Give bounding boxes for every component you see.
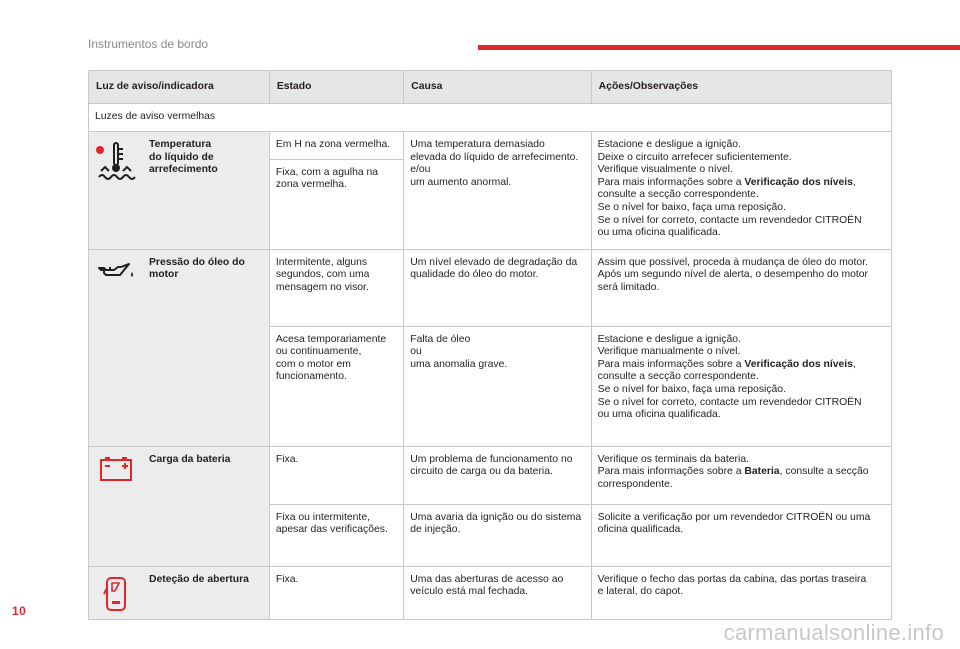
header-accent-bar — [478, 45, 960, 50]
door-open-icon — [103, 576, 129, 612]
header-light: Luz de aviso/indicadora — [89, 71, 270, 104]
header-cause: Causa — [404, 71, 591, 104]
page-number: 10 — [12, 604, 27, 618]
header-actions: Ações/Observações — [591, 71, 891, 104]
cause-cell: Uma avaria da ignição ou do sistema de injeção. — [404, 504, 591, 566]
actions-cell: Estacione e desligue a ignição. Deixe o circuito arrefecer suficientemente. Verifique visualmente o nível. Para mais informações sobre a Verificação dos níveis, consulte a secção correspondente. Se o nível for baixo, faça uma reposição. Se o nível for correto, contacte um revendedor CITROËN ou uma oficina qualificada. — [591, 132, 891, 250]
state-cell: Intermitente, alguns segundos, com uma mensagem no visor. — [269, 249, 403, 326]
section-title: Instrumentos de bordo — [88, 37, 209, 51]
light-name: Carga da bateria — [149, 453, 231, 465]
cause-cell: Uma temperatura demasiado elevada do líquido de arrefecimento. e/ou um aumento anormal. — [404, 132, 591, 250]
light-name: Temperatura — [149, 139, 212, 150]
actions-cell: Verifique o fecho das portas da cabina, das portas traseira e lateral, do capot. — [591, 566, 891, 619]
table-row: Pressão do óleo do motor Intermitente, alguns segundos, com uma mensagem no visor. Um nível elevado de degradação da qualidade do óleo do motor. Assim que possível, proceda à mudança de óleo do motor. Após um segundo nível de alerta, o desempenho do motor será limitado. — [89, 249, 892, 326]
table-row — [89, 446, 892, 504]
cause-cell: Uma das aberturas de acesso ao veículo está mal fechada. — [404, 566, 591, 619]
coolant-temperature-icon — [95, 141, 137, 183]
light-name: Deteção de abertura — [149, 573, 249, 585]
cause-cell: Falta de óleo ou uma anomalia grave. — [404, 326, 591, 446]
header-state: Estado — [269, 71, 403, 104]
state-cell: Fixa ou intermitente, apesar das verificações. — [269, 504, 403, 566]
actions-cell: Solicite a verificação por um revendedor CITROËN ou uma oficina qualificada. — [591, 504, 891, 566]
warning-lights-table — [88, 70, 892, 620]
actions-cell: Verifique os terminais da bateria. Para mais informações sobre a Bateria, consulte a secção correspondente. — [591, 446, 891, 504]
levels-check-reference: Verificação dos níveis — [744, 358, 853, 370]
state-cell: Fixa, com a agulha na zona vermelha. — [269, 159, 403, 249]
state-cell: Em H na zona vermelha. — [269, 132, 403, 160]
category-label: Luzes de aviso vermelhas — [89, 104, 892, 132]
levels-check-reference: Verificação dos níveis — [744, 176, 853, 188]
table-header-row — [89, 71, 892, 104]
light-name: Pressão do óleo do — [149, 256, 245, 268]
actions-cell: Assim que possível, proceda à mudança de óleo do motor. Após um segundo nível de alerta, o desempenho do motor será limitado. — [591, 249, 891, 326]
actions-cell: Estacione e desligue a ignição. Verifique manualmente o nível. Para mais informações sobre a Verificação dos níveis, consulte a secção correspondente. Se o nível for baixo, faça uma reposição. Se o nível for correto, contacte um revendedor CITROËN ou uma oficina qualificada. — [591, 326, 891, 446]
category-row — [89, 104, 892, 132]
cause-cell: Um problema de funcionamento no circuito de carga ou da bateria. — [404, 446, 591, 504]
table-row: Temperatura do líquido de arrefecimento Em H na zona vermelha. Uma temperatura demasiado elevada do líquido de arrefecimento. e/ou um aumento anormal. Estacione e desligue a ignição. Deixe o circuito arrefecer suficientemente. Verifique visualmente o nível. Para mais informações sobre a Verificação dos níveis, consulte a secção correspondente. Se o nível for baixo, faça uma reposição. Se o nível for correto, contacte um revendedor CITROËN ou uma oficina qualificada. — [89, 132, 892, 160]
state-cell: Fixa. — [269, 446, 403, 504]
oil-pressure-icon — [96, 259, 136, 283]
battery-reference: Bateria — [744, 466, 780, 478]
state-cell: Fixa. — [269, 566, 403, 619]
table-row — [89, 566, 892, 619]
state-cell: Acesa temporariamente ou continuamente, com o motor em funcionamento. — [269, 326, 403, 446]
cause-cell: Um nível elevado de degradação da qualidade do óleo do motor. — [404, 249, 591, 326]
watermark: carmanualsonline.info — [723, 620, 944, 645]
battery-icon — [99, 456, 133, 482]
